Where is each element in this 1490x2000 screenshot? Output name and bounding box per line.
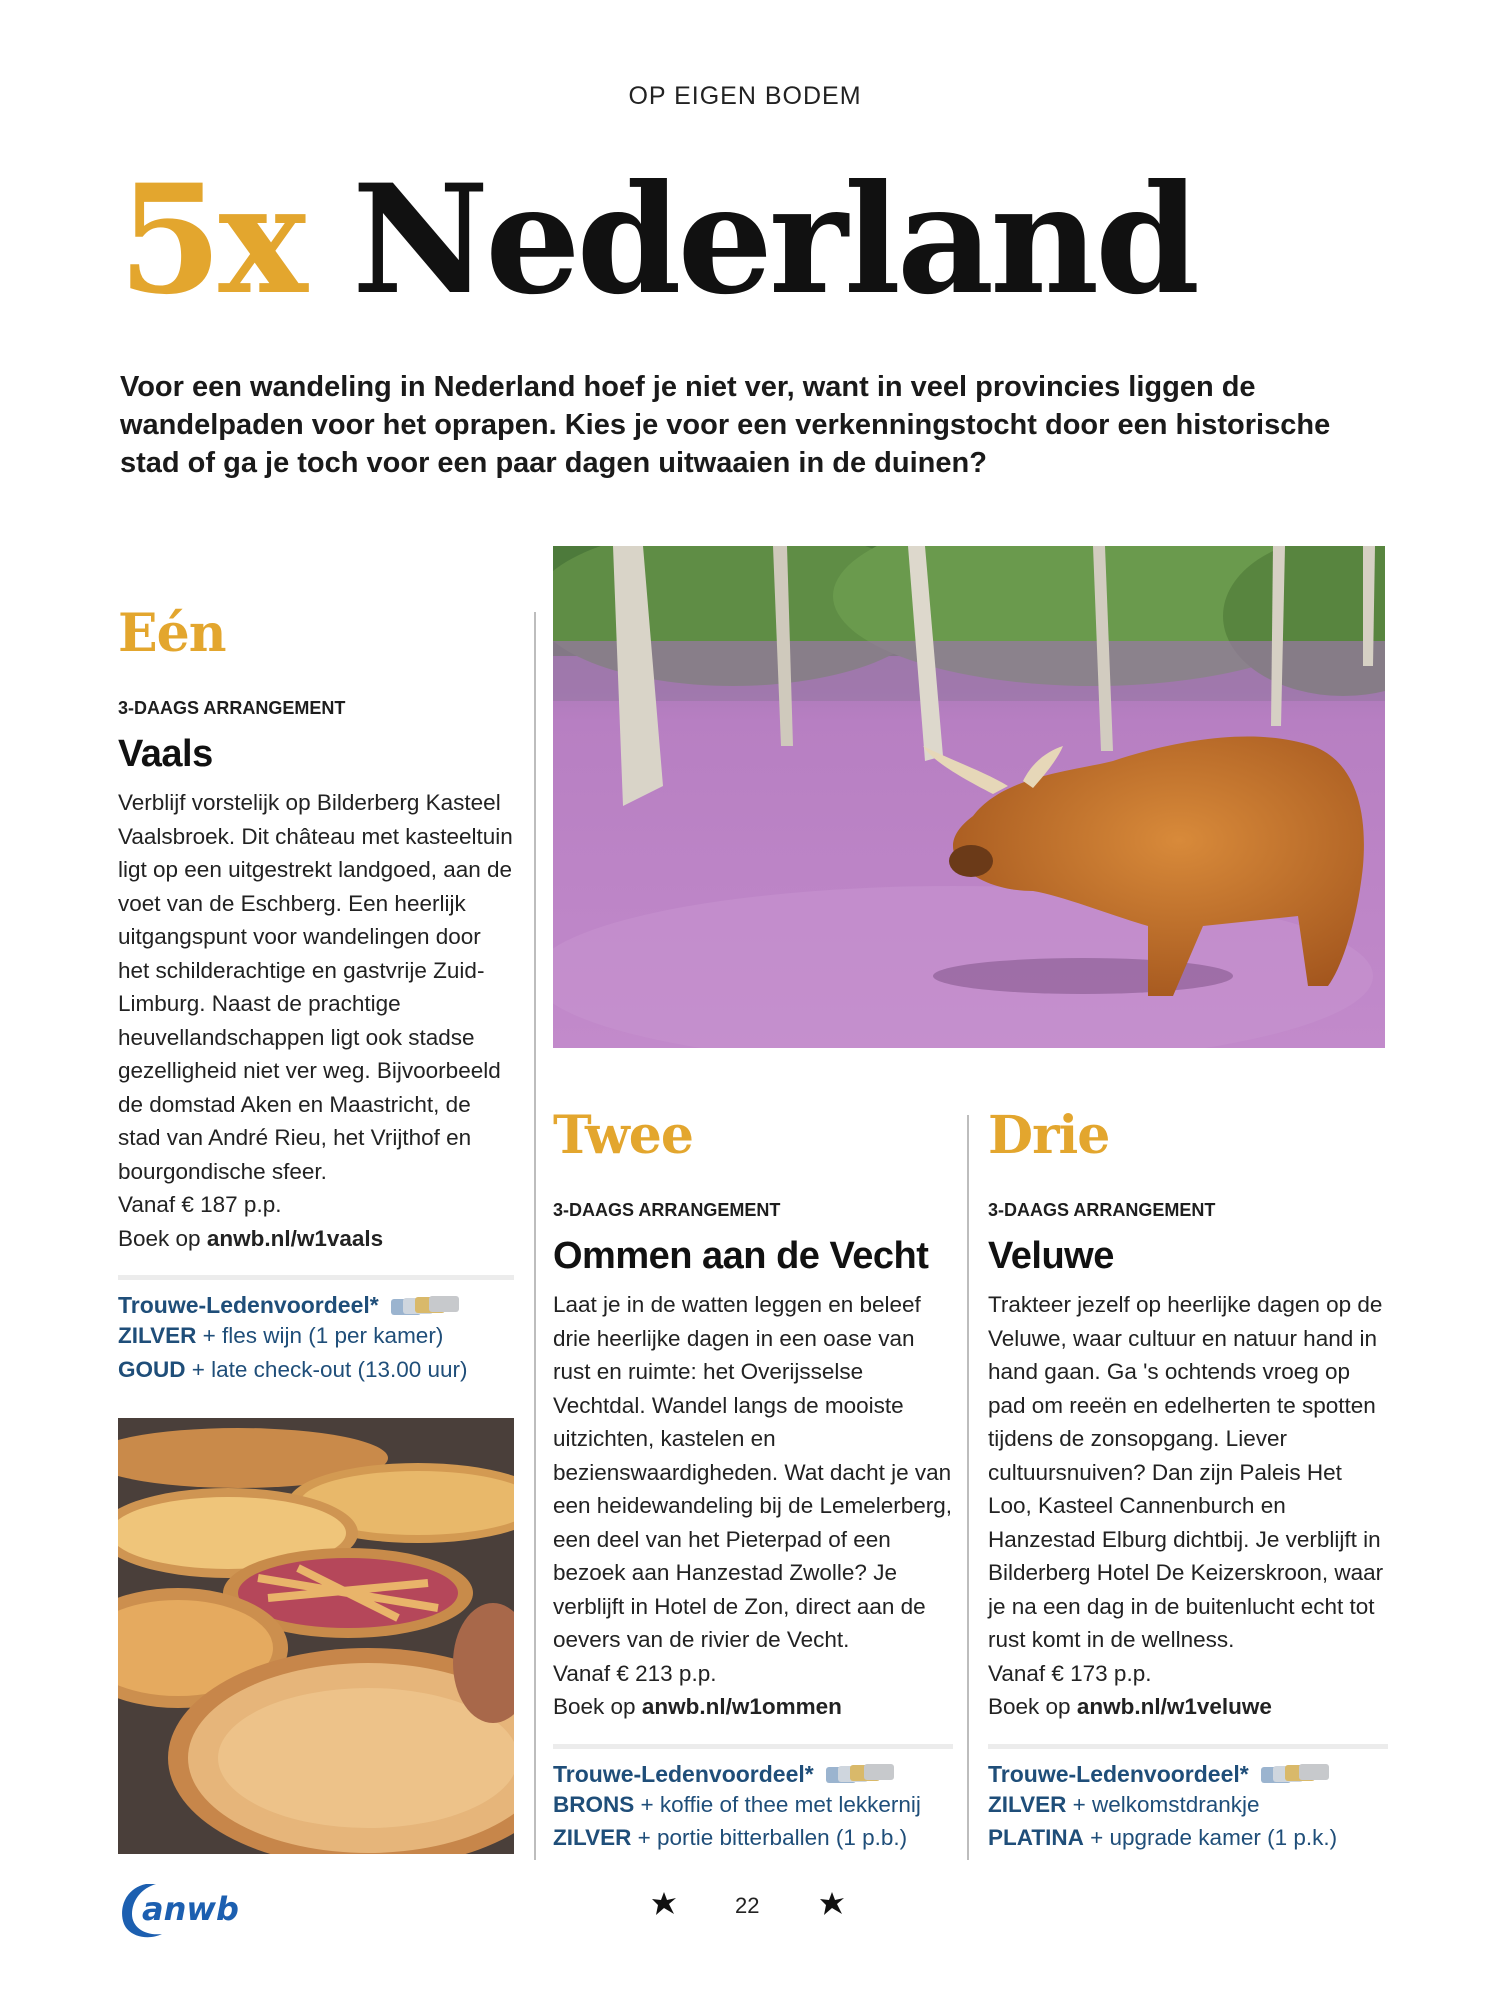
- perk-text: + portie bitterballen (1 p.b.): [637, 1825, 908, 1850]
- membership-cards-icon: [389, 1293, 465, 1319]
- title-number: 5x: [118, 152, 304, 328]
- column-body: [988, 1288, 1388, 1724]
- logo-text: anwb: [142, 1890, 239, 1928]
- perk-title-text: Trouwe-Ledenvoordeel*: [553, 1760, 814, 1787]
- column-text: Verblijf vorstelijk op Bilderberg Kasteel Vaalsbroek. Dit château met kasteeltuin ligt op een uitgestrekt landgoed, aan de voet van de Eschberg. Een heerlijk uitgangspunt voor wandelingen door het schilderachtige en gastvrije Zuid-Limburg. Naast de prachtige heuvellandschappen ligt ook stadse gezelligheid niet ver weg. Bijvoorbeeld de domstad Aken en Maastricht, de stad van André Rieu, het Vrijthof en bourgondische sfeer.: [118, 790, 513, 1184]
- perk-tier: PLATINA: [988, 1825, 1084, 1850]
- divider: [988, 1744, 1388, 1749]
- book-prefix: Boek op: [553, 1694, 636, 1719]
- pies-photo: [118, 1418, 514, 1854]
- decorative-star-icon: [650, 1890, 678, 1918]
- price: Vanaf € 187 p.p.: [118, 1192, 282, 1217]
- membership-cards-icon: [1259, 1761, 1335, 1787]
- perk-line: [553, 1821, 953, 1855]
- booking-link[interactable]: anwb.nl/w1ommen: [641, 1694, 842, 1719]
- destination-title: Vaals: [118, 733, 213, 775]
- booking-link[interactable]: anwb.nl/w1veluwe: [1076, 1694, 1272, 1719]
- book-prefix: Boek op: [118, 1225, 201, 1251]
- column-number: Eén: [118, 603, 226, 664]
- divider: [118, 1275, 514, 1280]
- perk-text: + koffie of thee met lekkernij: [640, 1791, 921, 1817]
- page-title: [118, 152, 1197, 328]
- perk-text: + upgrade kamer (1 p.k.): [1090, 1825, 1338, 1850]
- membership-cards-icon: [824, 1761, 900, 1787]
- perk-tier: ZILVER: [988, 1791, 1067, 1817]
- arrangement-label: 3-DAAGS ARRANGEMENT: [118, 698, 346, 718]
- title-word: Nederland: [352, 152, 1197, 328]
- perk-title: [118, 1292, 514, 1319]
- destination-title: Veluwe: [988, 1235, 1114, 1277]
- perk-tier: ZILVER: [553, 1825, 632, 1850]
- article-column: [988, 1105, 1388, 1855]
- divider: [553, 1744, 953, 1749]
- perk-title-text: Trouwe-Ledenvoordeel*: [118, 1292, 379, 1318]
- column-number: Twee: [553, 1105, 693, 1166]
- page-number: 22: [735, 1893, 760, 1918]
- article-column: [118, 603, 514, 1386]
- column-divider: [534, 612, 536, 1860]
- perk-line: [118, 1319, 514, 1353]
- perk-text: + fles wijn (1 per kamer): [202, 1323, 444, 1348]
- destination-title: Ommen aan de Vecht: [553, 1235, 929, 1277]
- perk-text: + late check-out (13.00 uur): [191, 1356, 468, 1382]
- decorative-star-icon: [818, 1890, 846, 1918]
- perk-text: + welkomstdrankje: [1072, 1791, 1260, 1817]
- column-number: Drie: [988, 1105, 1110, 1166]
- kicker: OP EIGEN BODEM: [628, 82, 862, 110]
- price: Vanaf € 213 p.p.: [553, 1660, 717, 1686]
- column-body: [118, 786, 514, 1255]
- book-prefix: Boek op: [988, 1694, 1071, 1719]
- article-column: [553, 1105, 953, 1855]
- perk-title: [553, 1761, 953, 1788]
- perk-line: [118, 1353, 514, 1387]
- anwb-logo: [116, 1878, 240, 1942]
- arrangement-label: 3-DAAGS ARRANGEMENT: [988, 1200, 1216, 1220]
- arrangement-label: 3-DAAGS ARRANGEMENT: [553, 1200, 781, 1220]
- highland-cow-photo: [553, 546, 1385, 1048]
- booking-link[interactable]: anwb.nl/w1vaals: [206, 1225, 384, 1251]
- column-body: [553, 1288, 953, 1724]
- column-divider: [967, 1115, 969, 1860]
- perk-tier: ZILVER: [118, 1323, 197, 1348]
- perk-line: [988, 1821, 1388, 1855]
- column-text: Laat je in de watten leggen en beleef drie heerlijke dagen in een oase van rust en ruimte: het Overijsselse Vechtdal. Wandel langs de mooiste uitzichten, kastelen en bezienswaardigheden. Wat dacht je van een heidewandeling bij de Lemelerberg, een deel van het Pieterpad of een bezoek aan Hanzestad Zwolle? Je verblijft in Hotel de Zon, direct aan de oevers van de rivier de Vecht.: [553, 1292, 953, 1652]
- perk-tier: BRONS: [553, 1791, 635, 1817]
- perk-title: [988, 1761, 1388, 1788]
- perk-line: [988, 1788, 1388, 1822]
- column-text: Trakteer jezelf op heerlijke dagen op de Veluwe, waar cultuur en natuur hand in hand gaan. Ga 's ochtends vroeg op pad om reeën en edelherten te spotten tijdens de zonsopgang. Liever cultuursnuiven? Dan zijn Paleis Het Loo, Kasteel Cannenburch en Hanzestad Elburg dichtbij. Je verblijft in Bilderberg Hotel De Keizerskroon, waar je na een dag in de buitenlucht echt tot rust komt in de wellness.: [988, 1292, 1384, 1652]
- perk-tier: GOUD: [118, 1356, 186, 1382]
- intro-text: Voor een wandeling in Nederland hoef je niet ver, want in veel provincies liggen de wandelpaden voor het oprapen. Kies je voor een verkenningstocht door een historische stad of ga je toch voor een paar dagen uitwaaien in de duinen?: [120, 371, 1331, 479]
- perk-title-text: Trouwe-Ledenvoordeel*: [988, 1760, 1249, 1787]
- perk-line: [553, 1788, 953, 1822]
- price: Vanaf € 173 p.p.: [988, 1660, 1152, 1686]
